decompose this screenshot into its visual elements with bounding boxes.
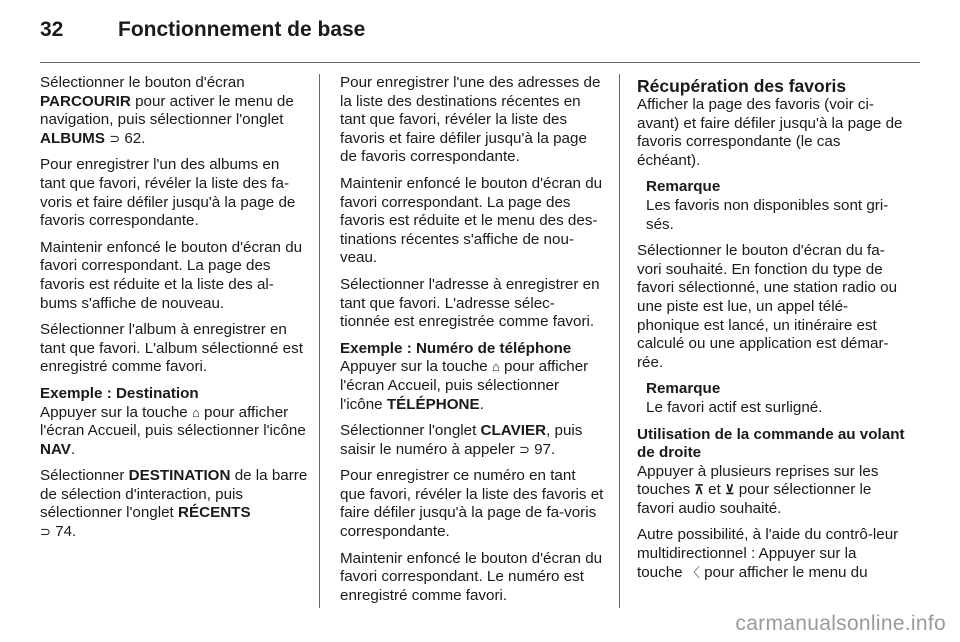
ref-arrow-icon: ⊃ [40,524,51,540]
chevron-left-icon: 〈 [686,564,700,580]
column-divider-2 [619,74,620,608]
steering-up-icon: ⊼ [694,482,704,498]
page-number: 32 [40,18,64,41]
paragraph: Sélectionner le bouton d'écran du fa-vori souhaité. En fonction du type de favori sélectionné, une station radio ou une piste est lue, un appel télé-phonique est lancé, un itinéraire est calculé ou une application est démar-rée. [637,242,898,371]
home-icon: ⌂ [491,359,500,375]
note [646,380,905,417]
page-title: Fonctionnement de base [118,18,366,41]
column-1 [40,74,308,550]
ref-arrow-icon: ⊃ [518,441,530,457]
watermark: carmanualsonline.info [735,612,946,635]
steering-down-icon: ⊻ [725,482,735,498]
paragraph: Sélectionner l'adresse à enregistrer en tant que favori. L'adresse sélec-tionnée est enregistrée comme favori. [340,275,600,331]
paragraph: Afficher la page des favoris (voir ci-avant) et faire défiler jusqu'à la page de favoris correspondante (le cas échéant). [637,96,903,169]
paragraph: Sélectionner l'onglet CLAVIER, puis saisir le numéro à appeler ⊃ 97. [340,422,583,458]
example-title: Exemple : Numéro de téléphone [340,339,572,357]
paragraph: Sélectionner DESTINATION de la barre de sélection d'interaction, puis sélectionner l'onglet RÉCENTS ⊃ 74. [40,467,308,541]
paragraph: Appuyer sur la touche ⌂ pour afficher l'écran Accueil, puis sélectionner l'icône NAV. [40,403,306,458]
column-2 [340,74,604,613]
page-reference[interactable]: 97. [534,440,556,458]
paragraph: Pour enregistrer ce numéro en tant que favori, révéler la liste des favoris et faire défiler jusqu'à la page de fa-voris correspondante. [340,467,604,541]
ref-arrow-icon: ⊃ [109,130,121,146]
note [646,178,905,234]
paragraph: Autre possibilité, à l'aide du contrô-leur multidirectionnel : Appuyer sur la touche 〈 pour afficher le menu du [637,526,899,581]
page-header [40,18,365,48]
paragraph: Appuyer sur la touche ⌂ pour afficher l'écran Accueil, puis sélectionner l'icône TÉLÉPHONE. [340,358,589,413]
paragraph: Sélectionner l'album à enregistrer en tant que favori. L'album sélectionné est enregistré comme favori. [40,321,303,376]
page-reference[interactable]: 74. [55,523,77,541]
paragraph: Maintenir enfoncé le bouton d'écran du favori correspondant. Le numéro est enregistré comme favori. [340,549,603,604]
column-divider-1 [319,74,320,608]
subsection-title: Utilisation de la commande au volant de droite [637,425,905,462]
home-icon: ⌂ [191,404,200,420]
page-reference[interactable]: 62. [124,129,146,147]
note-title: Remarque [646,178,721,196]
paragraph: Maintenir enfoncé le bouton d'écran du favori correspondant. La page des favoris est réduite et le menu des des-tinations récentes s'affiche de nou-veau. [340,174,603,267]
note-text: Le favori actif est surligné. [646,398,823,416]
note-text: Les favoris non disponibles sont gri-sés. [646,196,889,233]
column-3 [637,74,905,590]
note-title: Remarque [646,380,721,398]
paragraph: Sélectionner le bouton d'écran PARCOURIR pour activer le menu de navigation, puis sélectionner l'onglet ALBUMS ⊃ 62. [40,74,294,147]
paragraph: Pour enregistrer l'une des adresses de la liste des destinations récentes en tant que favori, révéler la liste des favoris et faire défiler jusqu'à la page de favoris correspondante. [340,74,601,166]
paragraph: Maintenir enfoncé le bouton d'écran du favori correspondant. La page des favoris est réduite et la liste des al-bums s'affiche de nouveau. [40,238,303,312]
section-title: Récupération des favoris [637,76,847,96]
header-divider [40,62,920,63]
paragraph: Pour enregistrer l'un des albums en tant que favori, révéler la liste des fa-voris et faire défiler jusqu'à la page de favoris correspondante. [40,156,296,230]
example-title: Exemple : Destination [40,384,199,402]
paragraph: Appuyer à plusieurs reprises sur les touches ⊼ et ⊻ pour sélectionner le favori audio souhaité. [637,462,879,517]
